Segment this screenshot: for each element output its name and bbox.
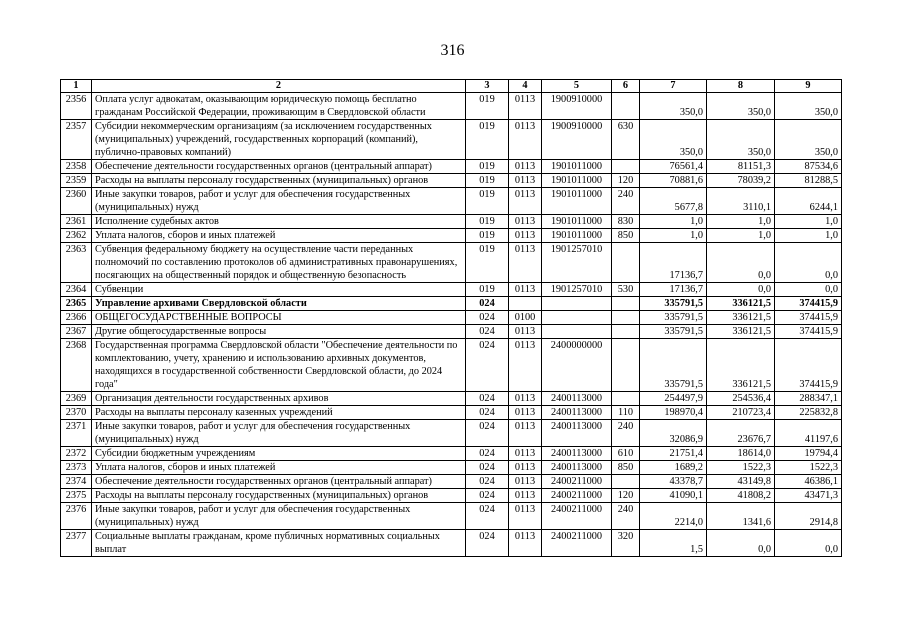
section-code-cell: 0113 (509, 475, 542, 489)
section-code-cell (509, 297, 542, 311)
row-number-cell: 2357 (61, 120, 92, 160)
amount-year2-cell: 254536,4 (707, 392, 775, 406)
amount-year2-cell: 18614,0 (707, 447, 775, 461)
target-code-cell (542, 325, 612, 339)
table-row (61, 160, 842, 174)
row-name-cell: Обеспечение деятельности государственных органов (центральный аппарат) (92, 160, 466, 174)
amount-year1-cell: 254497,9 (640, 392, 707, 406)
ministry-code-cell: 019 (466, 188, 509, 215)
expense-type-cell: 530 (612, 283, 640, 297)
ministry-code-cell: 024 (466, 297, 509, 311)
amount-year1-cell: 1689,2 (640, 461, 707, 475)
section-code-cell: 0113 (509, 229, 542, 243)
row-name-cell: Управление архивами Свердловской области (92, 297, 466, 311)
ministry-code-cell: 024 (466, 420, 509, 447)
amount-year1-cell: 5677,8 (640, 188, 707, 215)
amount-year2-cell: 210723,4 (707, 406, 775, 420)
row-name-cell: Иные закупки товаров, работ и услуг для обеспечения государственных (муниципальных) нужд (92, 420, 466, 447)
row-name-cell: Иные закупки товаров, работ и услуг для обеспечения государственных (муниципальных) нужд (92, 188, 466, 215)
target-code-cell: 1900910000 (542, 120, 612, 160)
amount-year1-cell: 32086,9 (640, 420, 707, 447)
table-row (61, 215, 842, 229)
amount-year2-cell: 350,0 (707, 120, 775, 160)
row-name-cell: Оплата услуг адвокатам, оказывающим юридическую помощь бесплатно гражданам Российской Федерации, проживающим в Свердловской области (92, 93, 466, 120)
ministry-code-cell: 024 (466, 406, 509, 420)
header-cell: 6 (612, 80, 640, 93)
amount-year1-cell: 350,0 (640, 93, 707, 120)
target-code-cell: 2400113000 (542, 447, 612, 461)
amount-year3-cell: 81288,5 (775, 174, 842, 188)
row-name-cell: Субсидии некоммерческим организациям (за исключением государственных (муниципальных) учреждений, государственных корпораций (компаний), публично-правовых компаний) (92, 120, 466, 160)
expense-type-cell (612, 297, 640, 311)
target-code-cell (542, 297, 612, 311)
table-row (61, 489, 842, 503)
amount-year1-cell: 335791,5 (640, 297, 707, 311)
row-name-cell: Обеспечение деятельности государственных органов (центральный аппарат) (92, 475, 466, 489)
table-row (61, 311, 842, 325)
amount-year3-cell: 43471,3 (775, 489, 842, 503)
ministry-code-cell: 024 (466, 311, 509, 325)
expense-type-cell: 320 (612, 530, 640, 557)
amount-year2-cell: 350,0 (707, 93, 775, 120)
target-code-cell: 2400113000 (542, 392, 612, 406)
amount-year2-cell: 1341,6 (707, 503, 775, 530)
amount-year3-cell: 288347,1 (775, 392, 842, 406)
row-name-cell: Социальные выплаты гражданам, кроме публичных нормативных социальных выплат (92, 530, 466, 557)
amount-year1-cell: 335791,5 (640, 311, 707, 325)
amount-year3-cell: 350,0 (775, 120, 842, 160)
amount-year2-cell: 1522,3 (707, 461, 775, 475)
amount-year3-cell: 0,0 (775, 530, 842, 557)
header-cell: 1 (61, 80, 92, 93)
table-row (61, 174, 842, 188)
table-row (61, 392, 842, 406)
table-row (61, 461, 842, 475)
expense-type-cell (612, 160, 640, 174)
expense-type-cell (612, 243, 640, 283)
amount-year2-cell: 0,0 (707, 243, 775, 283)
amount-year1-cell: 70881,6 (640, 174, 707, 188)
section-code-cell: 0113 (509, 530, 542, 557)
row-number-cell: 2363 (61, 243, 92, 283)
table-row (61, 243, 842, 283)
target-code-cell: 1901011000 (542, 174, 612, 188)
row-number-cell: 2362 (61, 229, 92, 243)
section-code-cell: 0113 (509, 283, 542, 297)
amount-year1-cell: 335791,5 (640, 339, 707, 392)
table-row (61, 447, 842, 461)
section-code-cell: 0113 (509, 489, 542, 503)
table-row (61, 283, 842, 297)
amount-year3-cell: 41197,6 (775, 420, 842, 447)
row-number-cell: 2377 (61, 530, 92, 557)
target-code-cell: 2400211000 (542, 489, 612, 503)
ministry-code-cell: 024 (466, 339, 509, 392)
amount-year3-cell: 1522,3 (775, 461, 842, 475)
ministry-code-cell: 024 (466, 447, 509, 461)
table-row (61, 339, 842, 392)
section-code-cell: 0113 (509, 339, 542, 392)
amount-year1-cell: 2214,0 (640, 503, 707, 530)
amount-year1-cell: 17136,7 (640, 283, 707, 297)
header-cell: 7 (640, 80, 707, 93)
row-name-cell: Субсидии бюджетным учреждениям (92, 447, 466, 461)
amount-year2-cell: 78039,2 (707, 174, 775, 188)
row-number-cell: 2371 (61, 420, 92, 447)
section-code-cell: 0113 (509, 447, 542, 461)
row-name-cell: Иные закупки товаров, работ и услуг для обеспечения государственных (муниципальных) нужд (92, 503, 466, 530)
section-code-cell: 0113 (509, 160, 542, 174)
row-name-cell: Расходы на выплаты персоналу казенных учреждений (92, 406, 466, 420)
ministry-code-cell: 019 (466, 283, 509, 297)
table-header (61, 80, 842, 93)
target-code-cell: 2400113000 (542, 406, 612, 420)
amount-year3-cell: 2914,8 (775, 503, 842, 530)
table-row (61, 406, 842, 420)
page-number: 316 (440, 42, 465, 59)
expense-type-cell: 610 (612, 447, 640, 461)
amount-year1-cell: 1,0 (640, 215, 707, 229)
amount-year3-cell: 374415,9 (775, 339, 842, 392)
row-name-cell: Уплата налогов, сборов и иных платежей (92, 461, 466, 475)
row-number-cell: 2358 (61, 160, 92, 174)
row-name-cell: Уплата налогов, сборов и иных платежей (92, 229, 466, 243)
row-number-cell: 2367 (61, 325, 92, 339)
amount-year1-cell: 76561,4 (640, 160, 707, 174)
header-cell: 5 (542, 80, 612, 93)
amount-year3-cell: 0,0 (775, 243, 842, 283)
target-code-cell: 2400211000 (542, 503, 612, 530)
row-number-cell: 2368 (61, 339, 92, 392)
row-number-cell: 2374 (61, 475, 92, 489)
expense-type-cell: 630 (612, 120, 640, 160)
header-cell: 3 (466, 80, 509, 93)
row-name-cell: Расходы на выплаты персоналу государственных (муниципальных) органов (92, 174, 466, 188)
row-number-cell: 2360 (61, 188, 92, 215)
amount-year3-cell: 374415,9 (775, 297, 842, 311)
target-code-cell: 2400211000 (542, 530, 612, 557)
ministry-code-cell: 024 (466, 392, 509, 406)
amount-year2-cell: 43149,8 (707, 475, 775, 489)
row-name-cell: Субвенция федеральному бюджету на осуществление части переданных полномочий по составлению протоколов об административных правонарушениях, посягающих на общественный порядок и общественную безопасность (92, 243, 466, 283)
amount-year2-cell: 336121,5 (707, 339, 775, 392)
section-code-cell: 0113 (509, 503, 542, 530)
amount-year3-cell: 1,0 (775, 215, 842, 229)
section-code-cell: 0113 (509, 420, 542, 447)
amount-year3-cell: 225832,8 (775, 406, 842, 420)
ministry-code-cell: 019 (466, 120, 509, 160)
expense-type-cell: 830 (612, 215, 640, 229)
amount-year2-cell: 23676,7 (707, 420, 775, 447)
expense-type-cell: 120 (612, 489, 640, 503)
amount-year3-cell: 1,0 (775, 229, 842, 243)
expense-type-cell (612, 325, 640, 339)
header-cell: 8 (707, 80, 775, 93)
ministry-code-cell: 024 (466, 461, 509, 475)
amount-year3-cell: 374415,9 (775, 311, 842, 325)
target-code-cell: 1901011000 (542, 160, 612, 174)
row-number-cell: 2356 (61, 93, 92, 120)
target-code-cell: 1901011000 (542, 215, 612, 229)
table-row (61, 530, 842, 557)
amount-year2-cell: 1,0 (707, 215, 775, 229)
row-name-cell: Государственная программа Свердловской области "Обеспечение деятельности по комплектованию, учету, хранению и использованию архивных документов, находящихся в государственной собственности Свердловской области, до 2024 года" (92, 339, 466, 392)
row-name-cell: Исполнение судебных актов (92, 215, 466, 229)
amount-year1-cell: 1,5 (640, 530, 707, 557)
ministry-code-cell: 019 (466, 174, 509, 188)
amount-year1-cell: 198970,4 (640, 406, 707, 420)
ministry-code-cell: 019 (466, 93, 509, 120)
table-row (61, 120, 842, 160)
ministry-code-cell: 019 (466, 160, 509, 174)
row-number-cell: 2375 (61, 489, 92, 503)
expense-type-cell (612, 93, 640, 120)
amount-year3-cell: 46386,1 (775, 475, 842, 489)
amount-year1-cell: 335791,5 (640, 325, 707, 339)
target-code-cell: 1901257010 (542, 283, 612, 297)
expense-type-cell (612, 392, 640, 406)
amount-year1-cell: 21751,4 (640, 447, 707, 461)
target-code-cell: 1901257010 (542, 243, 612, 283)
target-code-cell: 2400113000 (542, 461, 612, 475)
row-number-cell: 2369 (61, 392, 92, 406)
row-number-cell: 2359 (61, 174, 92, 188)
target-code-cell: 1901011000 (542, 188, 612, 215)
section-code-cell: 0113 (509, 392, 542, 406)
table-row (61, 420, 842, 447)
section-code-cell: 0113 (509, 120, 542, 160)
row-number-cell: 2364 (61, 283, 92, 297)
section-code-cell: 0113 (509, 461, 542, 475)
amount-year3-cell: 350,0 (775, 93, 842, 120)
target-code-cell: 2400211000 (542, 475, 612, 489)
section-code-cell: 0113 (509, 174, 542, 188)
expense-type-cell: 240 (612, 420, 640, 447)
expense-type-cell: 110 (612, 406, 640, 420)
target-code-cell: 2400000000 (542, 339, 612, 392)
expense-type-cell (612, 311, 640, 325)
ministry-code-cell: 024 (466, 475, 509, 489)
expense-type-cell: 240 (612, 503, 640, 530)
row-number-cell: 2373 (61, 461, 92, 475)
table-row (61, 325, 842, 339)
section-code-cell: 0113 (509, 406, 542, 420)
budget-table (60, 79, 842, 557)
amount-year3-cell: 87534,6 (775, 160, 842, 174)
amount-year1-cell: 350,0 (640, 120, 707, 160)
ministry-code-cell: 024 (466, 325, 509, 339)
target-code-cell: 2400113000 (542, 420, 612, 447)
amount-year1-cell: 41090,1 (640, 489, 707, 503)
row-name-cell: Субвенции (92, 283, 466, 297)
ministry-code-cell: 024 (466, 489, 509, 503)
section-code-cell: 0100 (509, 311, 542, 325)
target-code-cell: 1901011000 (542, 229, 612, 243)
expense-type-cell (612, 475, 640, 489)
amount-year2-cell: 1,0 (707, 229, 775, 243)
amount-year2-cell: 3110,1 (707, 188, 775, 215)
table-row (61, 93, 842, 120)
row-name-cell: Организация деятельности государственных архивов (92, 392, 466, 406)
row-number-cell: 2372 (61, 447, 92, 461)
row-number-cell: 2361 (61, 215, 92, 229)
expense-type-cell: 120 (612, 174, 640, 188)
table-row (61, 229, 842, 243)
expense-type-cell: 850 (612, 461, 640, 475)
header-cell: 2 (92, 80, 466, 93)
amount-year2-cell: 41808,2 (707, 489, 775, 503)
amount-year2-cell: 336121,5 (707, 297, 775, 311)
amount-year3-cell: 0,0 (775, 283, 842, 297)
row-name-cell: Другие общегосударственные вопросы (92, 325, 466, 339)
table-row (61, 297, 842, 311)
amount-year2-cell: 0,0 (707, 530, 775, 557)
row-number-cell: 2366 (61, 311, 92, 325)
target-code-cell: 1900910000 (542, 93, 612, 120)
target-code-cell (542, 311, 612, 325)
amount-year2-cell: 81151,3 (707, 160, 775, 174)
amount-year3-cell: 19794,4 (775, 447, 842, 461)
ministry-code-cell: 019 (466, 215, 509, 229)
row-name-cell: ОБЩЕГОСУДАРСТВЕННЫЕ ВОПРОСЫ (92, 311, 466, 325)
expense-type-cell (612, 339, 640, 392)
section-code-cell: 0113 (509, 243, 542, 283)
section-code-cell: 0113 (509, 188, 542, 215)
amount-year3-cell: 374415,9 (775, 325, 842, 339)
amount-year2-cell: 0,0 (707, 283, 775, 297)
table-body (61, 93, 842, 557)
row-number-cell: 2365 (61, 297, 92, 311)
amount-year1-cell: 43378,7 (640, 475, 707, 489)
ministry-code-cell: 019 (466, 229, 509, 243)
amount-year1-cell: 17136,7 (640, 243, 707, 283)
section-code-cell: 0113 (509, 93, 542, 120)
table-row (61, 503, 842, 530)
row-number-cell: 2376 (61, 503, 92, 530)
ministry-code-cell: 024 (466, 530, 509, 557)
row-name-cell: Расходы на выплаты персоналу государственных (муниципальных) органов (92, 489, 466, 503)
amount-year1-cell: 1,0 (640, 229, 707, 243)
section-code-cell: 0113 (509, 325, 542, 339)
amount-year2-cell: 336121,5 (707, 311, 775, 325)
row-number-cell: 2370 (61, 406, 92, 420)
header-cell: 4 (509, 80, 542, 93)
table-row (61, 475, 842, 489)
expense-type-cell: 240 (612, 188, 640, 215)
header-cell: 9 (775, 80, 842, 93)
ministry-code-cell: 024 (466, 503, 509, 530)
section-code-cell: 0113 (509, 215, 542, 229)
table-row (61, 188, 842, 215)
amount-year3-cell: 6244,1 (775, 188, 842, 215)
expense-type-cell: 850 (612, 229, 640, 243)
ministry-code-cell: 019 (466, 243, 509, 283)
amount-year2-cell: 336121,5 (707, 325, 775, 339)
